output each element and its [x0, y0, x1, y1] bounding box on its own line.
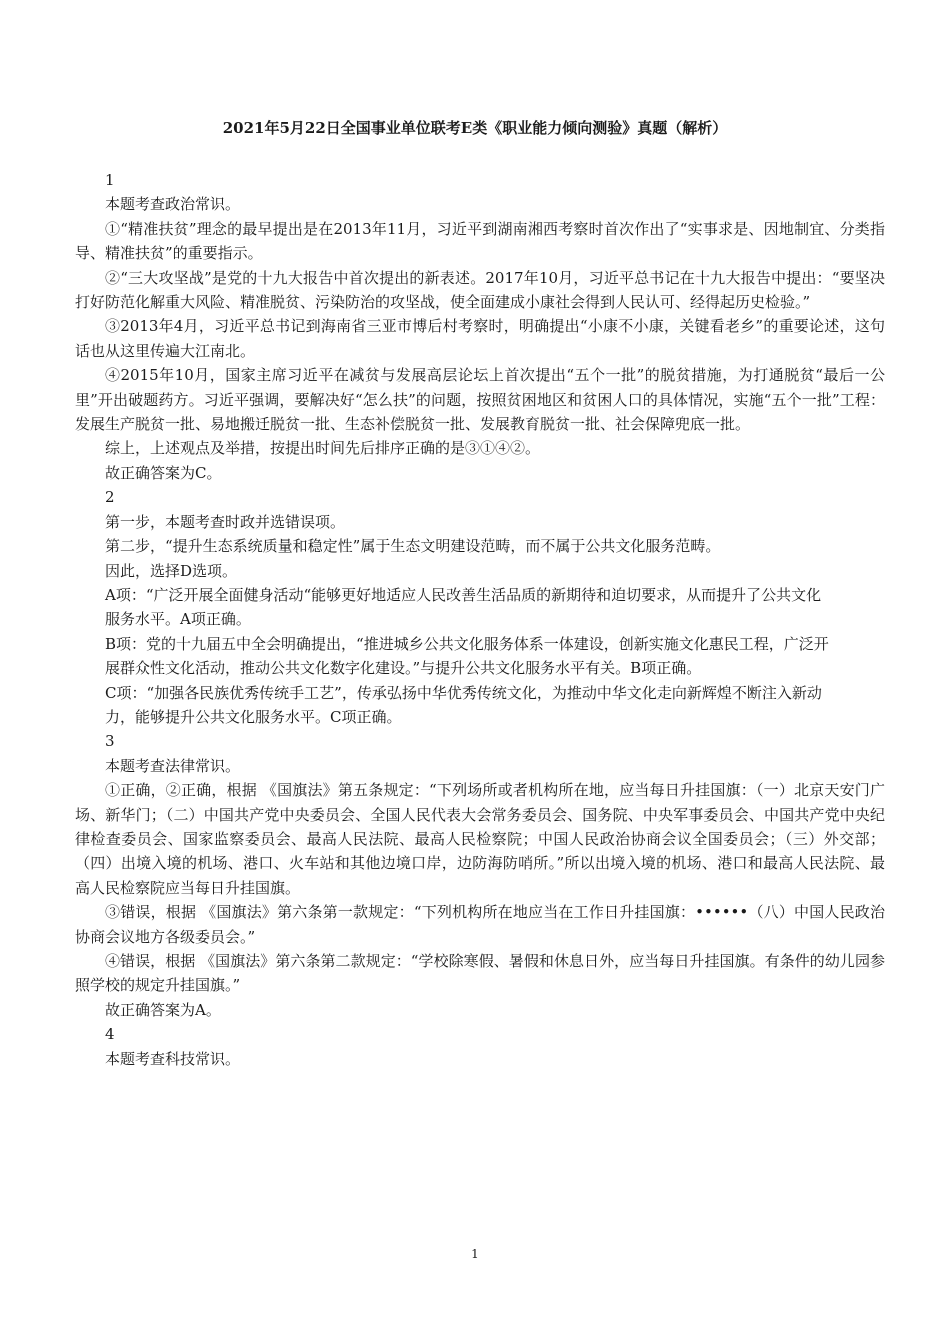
paragraph: 第二步，“提升生态系统质量和稳定性”属于生态文明建设范畴，而不属于公共文化服务范畴。 — [105, 537, 721, 556]
paragraph: 本题考查科技常识。 — [105, 1049, 241, 1068]
paragraph: 力，能够提升公共文化服务水平。C项正确。 — [105, 707, 402, 726]
paragraph: 服务水平。A项正确。 — [105, 610, 251, 629]
document-body — [75, 168, 885, 1071]
paragraph: 本题考查法律常识。 — [105, 756, 241, 775]
paragraph: 2 — [105, 488, 115, 507]
paragraph: 4 — [105, 1025, 115, 1044]
paragraph: C项：“加强各民族优秀传统手工艺”，传承弘扬中华优秀传统文化，为推动中华文化走向新辉煌不断注入新动 — [105, 683, 822, 702]
paragraph: 本题考查政治常识。 — [105, 195, 241, 214]
paragraph: ④错误，根据 《国旗法》第六条第二款规定：“学校除寒假、暑假和休息日外，应当每日升挂国旗。有条件的幼儿园参照学校的规定升挂国旗。” — [75, 952, 885, 995]
paragraph: 1 — [105, 171, 115, 189]
paragraph: B项：党的十九届五中全会明确提出，“推进城乡公共文化服务体系一体建设，创新实施文化惠民工程，广泛开 — [105, 634, 829, 653]
document-title: 2021年5月22日全国事业单位联考E类《职业能力倾向测验》真题（解析） — [222, 119, 728, 137]
paragraph: 第一步，本题考查时政并选错误项。 — [105, 512, 346, 531]
paragraph: ①“精准扶贫”理念的最早提出是在2013年11月，习近平到湖南湘西考察时首次作出了“实事求是、因地制宜、分类指导、精准扶贫”的重要指示。 — [75, 219, 885, 263]
paragraph: ①正确，②正确，根据 《国旗法》第五条规定：“下列场所或者机构所在地，应当每日升挂国旗：（一）北京天安门广场、新华门；（二）中国共产党中央委员会、全国人民代表大会常务委员会、国务院、中央军事委员会、中国共产党中央纪律检查委员会、国家监察委员会、最高人民法院、最高人民检察院；中国人民政治协商会议全国委员会；（三）外交部；（四）出境入境的机场、港口、火车站和其他边境口岸，边防海防哨所。”所以出境入境的机场、港口和最高人民法院、最高人民检察院应当每日升挂国旗。 — [75, 781, 885, 897]
paragraph: A项：“广泛开展全面健身活动“能够更好地适应人民改善生活品质的新期待和迫切要求，从而提升了公共文化 — [105, 585, 822, 604]
paragraph: ③2013年4月，习近平总书记到海南省三亚市博后村考察时，明确提出“小康不小康，关键看老乡”的重要论述，这句话也从这里传遍大江南北。 — [75, 317, 885, 360]
paragraph: ②“三大攻坚战”是党的十九大报告中首次提出的新表述。2017年10月，习近平总书记在十九大报告中提出：“要坚决打好防范化解重大风险、精准脱贫、污染防治的攻坚战，使全面建成小康社会得到人民认可、经得起历史检验。” — [75, 268, 885, 312]
paragraph: 因此，选择D选项。 — [105, 561, 238, 580]
paragraph: 故正确答案为C。 — [105, 463, 222, 482]
paragraph: ③错误，根据 《国旗法》第六条第一款规定：“下列机构所在地应当在工作日升挂国旗：••••••（八）中国人民政治协商会议地方各级委员会。” — [75, 903, 885, 946]
paragraph: 综上，上述观点及举措，按提出时间先后排序正确的是③①④②。 — [105, 439, 541, 458]
paragraph: ④2015年10月，国家主席习近平在减贫与发展高层论坛上首次提出“五个一批”的脱贫措施，为打通脱贫“最后一公里”开出破题药方。习近平强调，要解决好“怎么扶”的问题，按照贫困地区和贫困人口的具体情况，实施“五个一批”工程：发展生产脱贫一批、易地搬迁脱贫一批、生态补偿脱贫一批、发展教育脱贫一批、社会保障兜底一批。 — [75, 366, 885, 434]
paragraph: 故正确答案为A。 — [105, 1000, 221, 1019]
page-number: 1 — [471, 1247, 479, 1261]
paragraph: 3 — [105, 732, 115, 751]
paragraph: 展群众性文化活动，推动公共文化数字化建设。”与提升公共文化服务水平有关。B项正确。 — [105, 659, 702, 678]
